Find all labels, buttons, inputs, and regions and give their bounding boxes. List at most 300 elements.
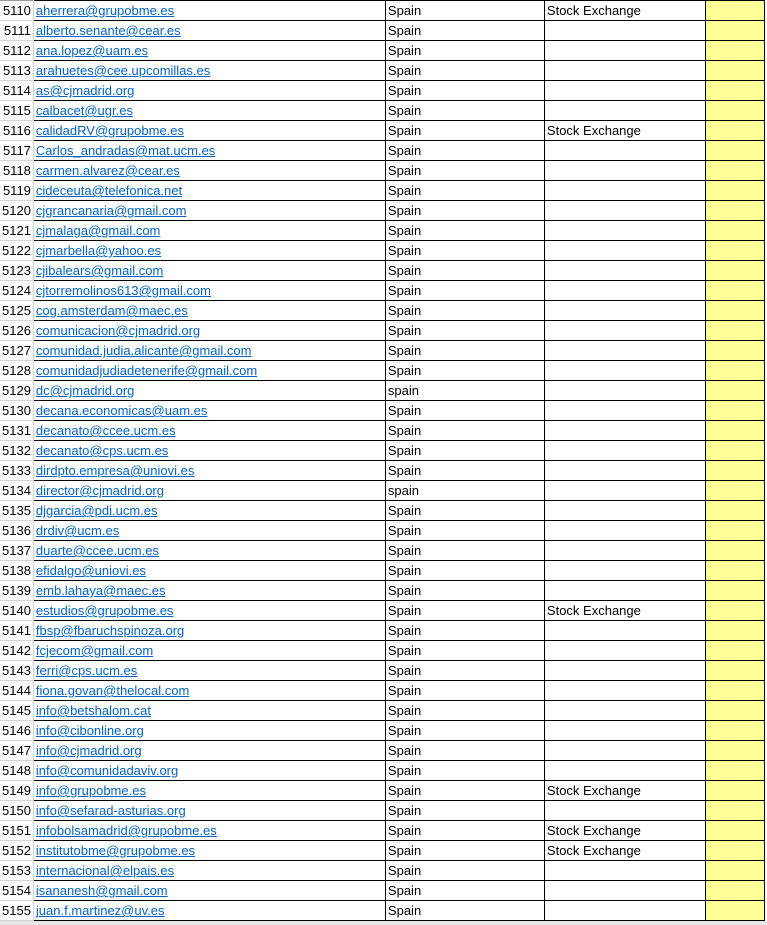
country-cell[interactable]: Spain: [385, 361, 544, 381]
row-number[interactable]: 5118: [0, 161, 33, 181]
row-number[interactable]: 5142: [0, 641, 33, 661]
email-cell[interactable]: [33, 901, 385, 921]
email-link[interactable]: dirdpto.empresa@uniovi.es: [35, 463, 195, 478]
category-cell[interactable]: [544, 481, 705, 501]
table-row: [0, 821, 764, 841]
table-row: [0, 261, 764, 281]
row-number[interactable]: 5123: [0, 261, 33, 281]
highlighted-cell[interactable]: [705, 341, 764, 361]
email-link[interactable]: info@grupobme.es: [35, 783, 146, 798]
highlighted-cell[interactable]: [705, 561, 764, 581]
row-number[interactable]: 5127: [0, 341, 33, 361]
email-link[interactable]: isananesh@gmail.com: [35, 883, 168, 898]
table-row: [0, 181, 764, 201]
highlighted-cell[interactable]: [705, 321, 764, 341]
email-link[interactable]: info@betshalom.cat: [35, 703, 152, 718]
highlighted-cell[interactable]: [705, 841, 764, 861]
highlighted-cell[interactable]: [705, 201, 764, 221]
table-row: [0, 121, 764, 141]
sheet-bottom-edge: [0, 921, 767, 925]
email-link[interactable]: cjgrancanaria@gmail.com: [35, 203, 187, 218]
category-cell[interactable]: [544, 21, 705, 41]
row-number[interactable]: 5125: [0, 301, 33, 321]
row-number[interactable]: 5110: [0, 1, 33, 21]
email-cell[interactable]: [33, 341, 385, 361]
email-link[interactable]: fiona.govan@thelocal.com: [35, 683, 190, 698]
highlighted-cell[interactable]: [705, 161, 764, 181]
table-row: [0, 521, 764, 541]
email-link[interactable]: info@comunidadaviv.org: [35, 763, 179, 778]
category-cell[interactable]: Stock Exchange: [544, 121, 705, 141]
email-cell[interactable]: [33, 361, 385, 381]
row-number[interactable]: 5139: [0, 581, 33, 601]
row-number[interactable]: 5137: [0, 541, 33, 561]
country-cell[interactable]: Spain: [385, 341, 544, 361]
country-cell[interactable]: Spain: [385, 41, 544, 61]
email-cell[interactable]: [33, 821, 385, 841]
table-row: [0, 561, 764, 581]
table-row: [0, 741, 764, 761]
email-cell[interactable]: [33, 201, 385, 221]
category-cell[interactable]: [544, 861, 705, 881]
category-cell[interactable]: [544, 261, 705, 281]
highlighted-cell[interactable]: [705, 601, 764, 621]
email-link[interactable]: info@sefarad-asturias.org: [35, 803, 186, 818]
highlighted-cell[interactable]: [705, 121, 764, 141]
email-cell[interactable]: [33, 21, 385, 41]
email-cell[interactable]: [33, 681, 385, 701]
email-cell[interactable]: [33, 801, 385, 821]
category-cell[interactable]: [544, 181, 705, 201]
category-cell[interactable]: [544, 241, 705, 261]
table-row: [0, 601, 764, 621]
email-cell[interactable]: [33, 641, 385, 661]
highlighted-cell[interactable]: [705, 281, 764, 301]
highlighted-cell[interactable]: [705, 721, 764, 741]
highlighted-cell[interactable]: [705, 41, 764, 61]
email-link[interactable]: aherrera@grupobme.es: [35, 3, 175, 18]
category-cell[interactable]: [544, 541, 705, 561]
country-cell[interactable]: Spain: [385, 81, 544, 101]
highlighted-cell[interactable]: [705, 1, 764, 21]
email-cell[interactable]: [33, 721, 385, 741]
row-number[interactable]: 5152: [0, 841, 33, 861]
category-cell[interactable]: [544, 641, 705, 661]
row-number[interactable]: 5141: [0, 621, 33, 641]
email-link[interactable]: comunidadjudiadetenerife@gmail.com: [35, 363, 258, 378]
email-cell[interactable]: [33, 521, 385, 541]
highlighted-cell[interactable]: [705, 101, 764, 121]
category-cell[interactable]: [544, 341, 705, 361]
country-cell[interactable]: Spain: [385, 101, 544, 121]
table-row: [0, 581, 764, 601]
highlighted-cell[interactable]: [705, 141, 764, 161]
highlighted-cell[interactable]: [705, 521, 764, 541]
email-cell[interactable]: [33, 421, 385, 441]
highlighted-cell[interactable]: [705, 441, 764, 461]
country-cell[interactable]: Spain: [385, 1, 544, 21]
country-cell[interactable]: Spain: [385, 521, 544, 541]
highlighted-cell[interactable]: [705, 21, 764, 41]
category-cell[interactable]: [544, 361, 705, 381]
row-number[interactable]: 5133: [0, 461, 33, 481]
email-cell[interactable]: [33, 381, 385, 401]
row-number[interactable]: 5130: [0, 401, 33, 421]
category-cell[interactable]: [544, 561, 705, 581]
row-number[interactable]: 5136: [0, 521, 33, 541]
email-link[interactable]: cog.amsterdam@maec.es: [35, 303, 188, 318]
table-row: [0, 401, 764, 421]
email-cell[interactable]: [33, 761, 385, 781]
email-cell[interactable]: [33, 321, 385, 341]
email-cell[interactable]: [33, 101, 385, 121]
category-cell[interactable]: [544, 321, 705, 341]
table-row: [0, 161, 764, 181]
category-cell[interactable]: [544, 61, 705, 81]
country-cell[interactable]: Spain: [385, 541, 544, 561]
email-cell[interactable]: [33, 481, 385, 501]
country-cell[interactable]: Spain: [385, 741, 544, 761]
email-cell[interactable]: [33, 281, 385, 301]
email-cell[interactable]: [33, 181, 385, 201]
category-cell[interactable]: [544, 441, 705, 461]
highlighted-cell[interactable]: [705, 641, 764, 661]
highlighted-cell[interactable]: [705, 881, 764, 901]
row-number[interactable]: 5155: [0, 901, 33, 921]
row-number[interactable]: 5149: [0, 781, 33, 801]
category-cell[interactable]: Stock Exchange: [544, 821, 705, 841]
category-cell[interactable]: Stock Exchange: [544, 841, 705, 861]
email-cell[interactable]: [33, 221, 385, 241]
country-cell[interactable]: Spain: [385, 321, 544, 341]
category-cell[interactable]: [544, 521, 705, 541]
category-cell[interactable]: [544, 741, 705, 761]
country-cell[interactable]: Spain: [385, 841, 544, 861]
country-cell[interactable]: Spain: [385, 21, 544, 41]
country-cell[interactable]: Spain: [385, 221, 544, 241]
email-link[interactable]: emb.lahaya@maec.es: [35, 583, 166, 598]
row-number[interactable]: 5138: [0, 561, 33, 581]
highlighted-cell[interactable]: [705, 541, 764, 561]
row-number[interactable]: 5124: [0, 281, 33, 301]
category-cell[interactable]: [544, 581, 705, 601]
row-number[interactable]: 5146: [0, 721, 33, 741]
country-cell[interactable]: Spain: [385, 761, 544, 781]
email-link[interactable]: carmen.alvarez@cear.es: [35, 163, 180, 178]
category-cell[interactable]: [544, 201, 705, 221]
email-cell[interactable]: [33, 261, 385, 281]
category-cell[interactable]: [544, 681, 705, 701]
highlighted-cell[interactable]: [705, 821, 764, 841]
row-number[interactable]: 5150: [0, 801, 33, 821]
email-link[interactable]: fbsp@fbaruchspinoza.org: [35, 623, 185, 638]
email-link[interactable]: internacional@elpais.es: [35, 863, 175, 878]
email-cell[interactable]: [33, 541, 385, 561]
email-link[interactable]: comunidad.judia.alicante@gmail.com: [35, 343, 252, 358]
email-cell[interactable]: [33, 141, 385, 161]
country-cell[interactable]: spain: [385, 381, 544, 401]
category-cell[interactable]: Stock Exchange: [544, 601, 705, 621]
row-number[interactable]: 5135: [0, 501, 33, 521]
country-cell[interactable]: Spain: [385, 641, 544, 661]
email-link[interactable]: decanato@ccee.ucm.es: [35, 423, 176, 438]
category-cell[interactable]: [544, 461, 705, 481]
email-cell[interactable]: [33, 601, 385, 621]
country-cell[interactable]: Spain: [385, 461, 544, 481]
category-cell[interactable]: [544, 621, 705, 641]
table-row: [0, 501, 764, 521]
row-number[interactable]: 5117: [0, 141, 33, 161]
email-cell[interactable]: [33, 741, 385, 761]
country-cell[interactable]: Spain: [385, 181, 544, 201]
row-number[interactable]: 5140: [0, 601, 33, 621]
country-cell[interactable]: Spain: [385, 121, 544, 141]
email-link[interactable]: arahuetes@cee.upcomillas.es: [35, 63, 211, 78]
highlighted-cell[interactable]: [705, 741, 764, 761]
category-cell[interactable]: [544, 41, 705, 61]
table-row: [0, 81, 764, 101]
highlighted-cell[interactable]: [705, 81, 764, 101]
email-cell[interactable]: [33, 581, 385, 601]
table-row: [0, 61, 764, 81]
email-link[interactable]: info@cibonline.org: [35, 723, 144, 738]
highlighted-cell[interactable]: [705, 301, 764, 321]
highlighted-cell[interactable]: [705, 461, 764, 481]
highlighted-cell[interactable]: [705, 401, 764, 421]
highlighted-cell[interactable]: [705, 221, 764, 241]
category-cell[interactable]: [544, 661, 705, 681]
row-number[interactable]: 5120: [0, 201, 33, 221]
email-cell[interactable]: [33, 561, 385, 581]
highlighted-cell[interactable]: [705, 621, 764, 641]
email-link[interactable]: fcjecom@gmail.com: [35, 643, 154, 658]
highlighted-cell[interactable]: [705, 501, 764, 521]
category-cell[interactable]: [544, 501, 705, 521]
category-cell[interactable]: [544, 301, 705, 321]
country-cell[interactable]: Spain: [385, 721, 544, 741]
row-number[interactable]: 5129: [0, 381, 33, 401]
email-cell[interactable]: [33, 61, 385, 81]
table-row: [0, 381, 764, 401]
row-number[interactable]: 5131: [0, 421, 33, 441]
email-link[interactable]: efidalgo@uniovi.es: [35, 563, 146, 578]
table-row: [0, 241, 764, 261]
category-cell[interactable]: [544, 801, 705, 821]
category-cell[interactable]: [544, 401, 705, 421]
category-cell[interactable]: [544, 761, 705, 781]
row-number[interactable]: 5143: [0, 661, 33, 681]
highlighted-cell[interactable]: [705, 361, 764, 381]
email-link[interactable]: drdiv@ucm.es: [35, 523, 120, 538]
table-row: [0, 781, 764, 801]
country-cell[interactable]: Spain: [385, 401, 544, 421]
highlighted-cell[interactable]: [705, 261, 764, 281]
email-link[interactable]: ana.lopez@uam.es: [35, 43, 149, 58]
row-number[interactable]: 5134: [0, 481, 33, 501]
row-number[interactable]: 5128: [0, 361, 33, 381]
table-row: [0, 701, 764, 721]
highlighted-cell[interactable]: [705, 781, 764, 801]
highlighted-cell[interactable]: [705, 801, 764, 821]
category-cell[interactable]: [544, 161, 705, 181]
email-link[interactable]: decanato@cps.ucm.es: [35, 443, 169, 458]
country-cell[interactable]: Spain: [385, 61, 544, 81]
country-cell[interactable]: Spain: [385, 161, 544, 181]
email-cell[interactable]: [33, 1, 385, 21]
row-number[interactable]: 5153: [0, 861, 33, 881]
email-cell[interactable]: [33, 881, 385, 901]
email-cell[interactable]: [33, 81, 385, 101]
email-cell[interactable]: [33, 501, 385, 521]
row-number[interactable]: 5112: [0, 41, 33, 61]
highlighted-cell[interactable]: [705, 681, 764, 701]
email-link[interactable]: as@cjmadrid.org: [35, 83, 135, 98]
table-row: [0, 901, 764, 921]
row-number[interactable]: 5151: [0, 821, 33, 841]
email-cell[interactable]: [33, 441, 385, 461]
email-link[interactable]: institutobme@grupobme.es: [35, 843, 196, 858]
email-cell[interactable]: [33, 461, 385, 481]
table-row: [0, 281, 764, 301]
highlighted-cell[interactable]: [705, 181, 764, 201]
row-number[interactable]: 5116: [0, 121, 33, 141]
row-number[interactable]: 5119: [0, 181, 33, 201]
category-cell[interactable]: [544, 221, 705, 241]
highlighted-cell[interactable]: [705, 661, 764, 681]
email-link[interactable]: infobolsamadrid@grupobme.es: [35, 823, 217, 838]
row-number[interactable]: 5113: [0, 61, 33, 81]
email-link[interactable]: decana.economicas@uam.es: [35, 403, 208, 418]
email-link[interactable]: calidadRV@grupobme.es: [35, 123, 185, 138]
country-cell[interactable]: Spain: [385, 241, 544, 261]
email-link[interactable]: director@cjmadrid.org: [35, 483, 164, 498]
email-cell[interactable]: [33, 161, 385, 181]
email-cell[interactable]: [33, 861, 385, 881]
category-cell[interactable]: [544, 901, 705, 921]
email-cell[interactable]: [33, 781, 385, 801]
highlighted-cell[interactable]: [705, 381, 764, 401]
email-cell[interactable]: [33, 621, 385, 641]
country-cell[interactable]: Spain: [385, 661, 544, 681]
category-cell[interactable]: [544, 281, 705, 301]
highlighted-cell[interactable]: [705, 61, 764, 81]
email-cell[interactable]: [33, 661, 385, 681]
country-cell[interactable]: Spain: [385, 441, 544, 461]
country-cell[interactable]: Spain: [385, 421, 544, 441]
email-link[interactable]: cjibalears@gmail.com: [35, 263, 164, 278]
country-cell[interactable]: Spain: [385, 141, 544, 161]
email-link[interactable]: duarte@ccee.ucm.es: [35, 543, 159, 558]
row-number[interactable]: 5148: [0, 761, 33, 781]
country-cell[interactable]: Spain: [385, 281, 544, 301]
country-cell[interactable]: Spain: [385, 861, 544, 881]
highlighted-cell[interactable]: [705, 481, 764, 501]
highlighted-cell[interactable]: [705, 581, 764, 601]
email-cell[interactable]: [33, 301, 385, 321]
country-cell[interactable]: spain: [385, 481, 544, 501]
highlighted-cell[interactable]: [705, 861, 764, 881]
highlighted-cell[interactable]: [705, 241, 764, 261]
email-link[interactable]: calbacet@ugr.es: [35, 103, 133, 118]
country-cell[interactable]: Spain: [385, 821, 544, 841]
category-cell[interactable]: [544, 381, 705, 401]
category-cell[interactable]: [544, 141, 705, 161]
highlighted-cell[interactable]: [705, 701, 764, 721]
email-link[interactable]: cjmalaga@gmail.com: [35, 223, 161, 238]
email-link[interactable]: alberto.senante@cear.es: [35, 23, 181, 38]
country-cell[interactable]: Spain: [385, 681, 544, 701]
row-number[interactable]: 5132: [0, 441, 33, 461]
table-row: [0, 621, 764, 641]
row-number[interactable]: 5122: [0, 241, 33, 261]
row-number[interactable]: 5145: [0, 701, 33, 721]
email-link[interactable]: djgarcia@pdi.ucm.es: [35, 503, 158, 518]
row-number[interactable]: 5111: [0, 21, 33, 41]
email-cell[interactable]: [33, 841, 385, 861]
highlighted-cell[interactable]: [705, 901, 764, 921]
email-cell[interactable]: [33, 41, 385, 61]
category-cell[interactable]: [544, 101, 705, 121]
country-cell[interactable]: Spain: [385, 261, 544, 281]
category-cell[interactable]: [544, 421, 705, 441]
country-cell[interactable]: Spain: [385, 561, 544, 581]
category-cell[interactable]: [544, 701, 705, 721]
row-number[interactable]: 5126: [0, 321, 33, 341]
category-cell[interactable]: Stock Exchange: [544, 781, 705, 801]
email-link[interactable]: cjmarbella@yahoo.es: [35, 243, 162, 258]
email-link[interactable]: ferri@cps.ucm.es: [35, 663, 138, 678]
country-cell[interactable]: Spain: [385, 501, 544, 521]
email-cell[interactable]: [33, 241, 385, 261]
email-cell[interactable]: [33, 121, 385, 141]
category-cell[interactable]: [544, 721, 705, 741]
category-cell[interactable]: [544, 881, 705, 901]
email-link[interactable]: cjtorremolinos613@gmail.com: [35, 283, 211, 298]
country-cell[interactable]: Spain: [385, 901, 544, 921]
row-number[interactable]: 5147: [0, 741, 33, 761]
table-row: [0, 101, 764, 121]
highlighted-cell[interactable]: [705, 421, 764, 441]
country-cell[interactable]: Spain: [385, 201, 544, 221]
email-cell[interactable]: [33, 401, 385, 421]
email-link[interactable]: info@cjmadrid.org: [35, 743, 142, 758]
email-cell[interactable]: [33, 701, 385, 721]
email-link[interactable]: cideceuta@telefonica.net: [35, 183, 183, 198]
country-cell[interactable]: Spain: [385, 701, 544, 721]
country-cell[interactable]: Spain: [385, 781, 544, 801]
country-cell[interactable]: Spain: [385, 881, 544, 901]
country-cell[interactable]: Spain: [385, 621, 544, 641]
row-number[interactable]: 5115: [0, 101, 33, 121]
row-number[interactable]: 5114: [0, 81, 33, 101]
category-cell[interactable]: Stock Exchange: [544, 1, 705, 21]
email-link[interactable]: dc@cjmadrid.org: [35, 383, 135, 398]
email-link[interactable]: estudios@grupobme.es: [35, 603, 174, 618]
country-cell[interactable]: Spain: [385, 601, 544, 621]
country-cell[interactable]: Spain: [385, 581, 544, 601]
row-number[interactable]: 5144: [0, 681, 33, 701]
highlighted-cell[interactable]: [705, 761, 764, 781]
row-number[interactable]: 5154: [0, 881, 33, 901]
row-number[interactable]: 5121: [0, 221, 33, 241]
email-link[interactable]: comunicacion@cjmadrid.org: [35, 323, 201, 338]
table-row: [0, 301, 764, 321]
email-link[interactable]: juan.f.martinez@uv.es: [35, 903, 165, 918]
country-cell[interactable]: Spain: [385, 801, 544, 821]
country-cell[interactable]: Spain: [385, 301, 544, 321]
category-cell[interactable]: [544, 81, 705, 101]
email-link[interactable]: Carlos_andradas@mat.ucm.es: [35, 143, 216, 158]
